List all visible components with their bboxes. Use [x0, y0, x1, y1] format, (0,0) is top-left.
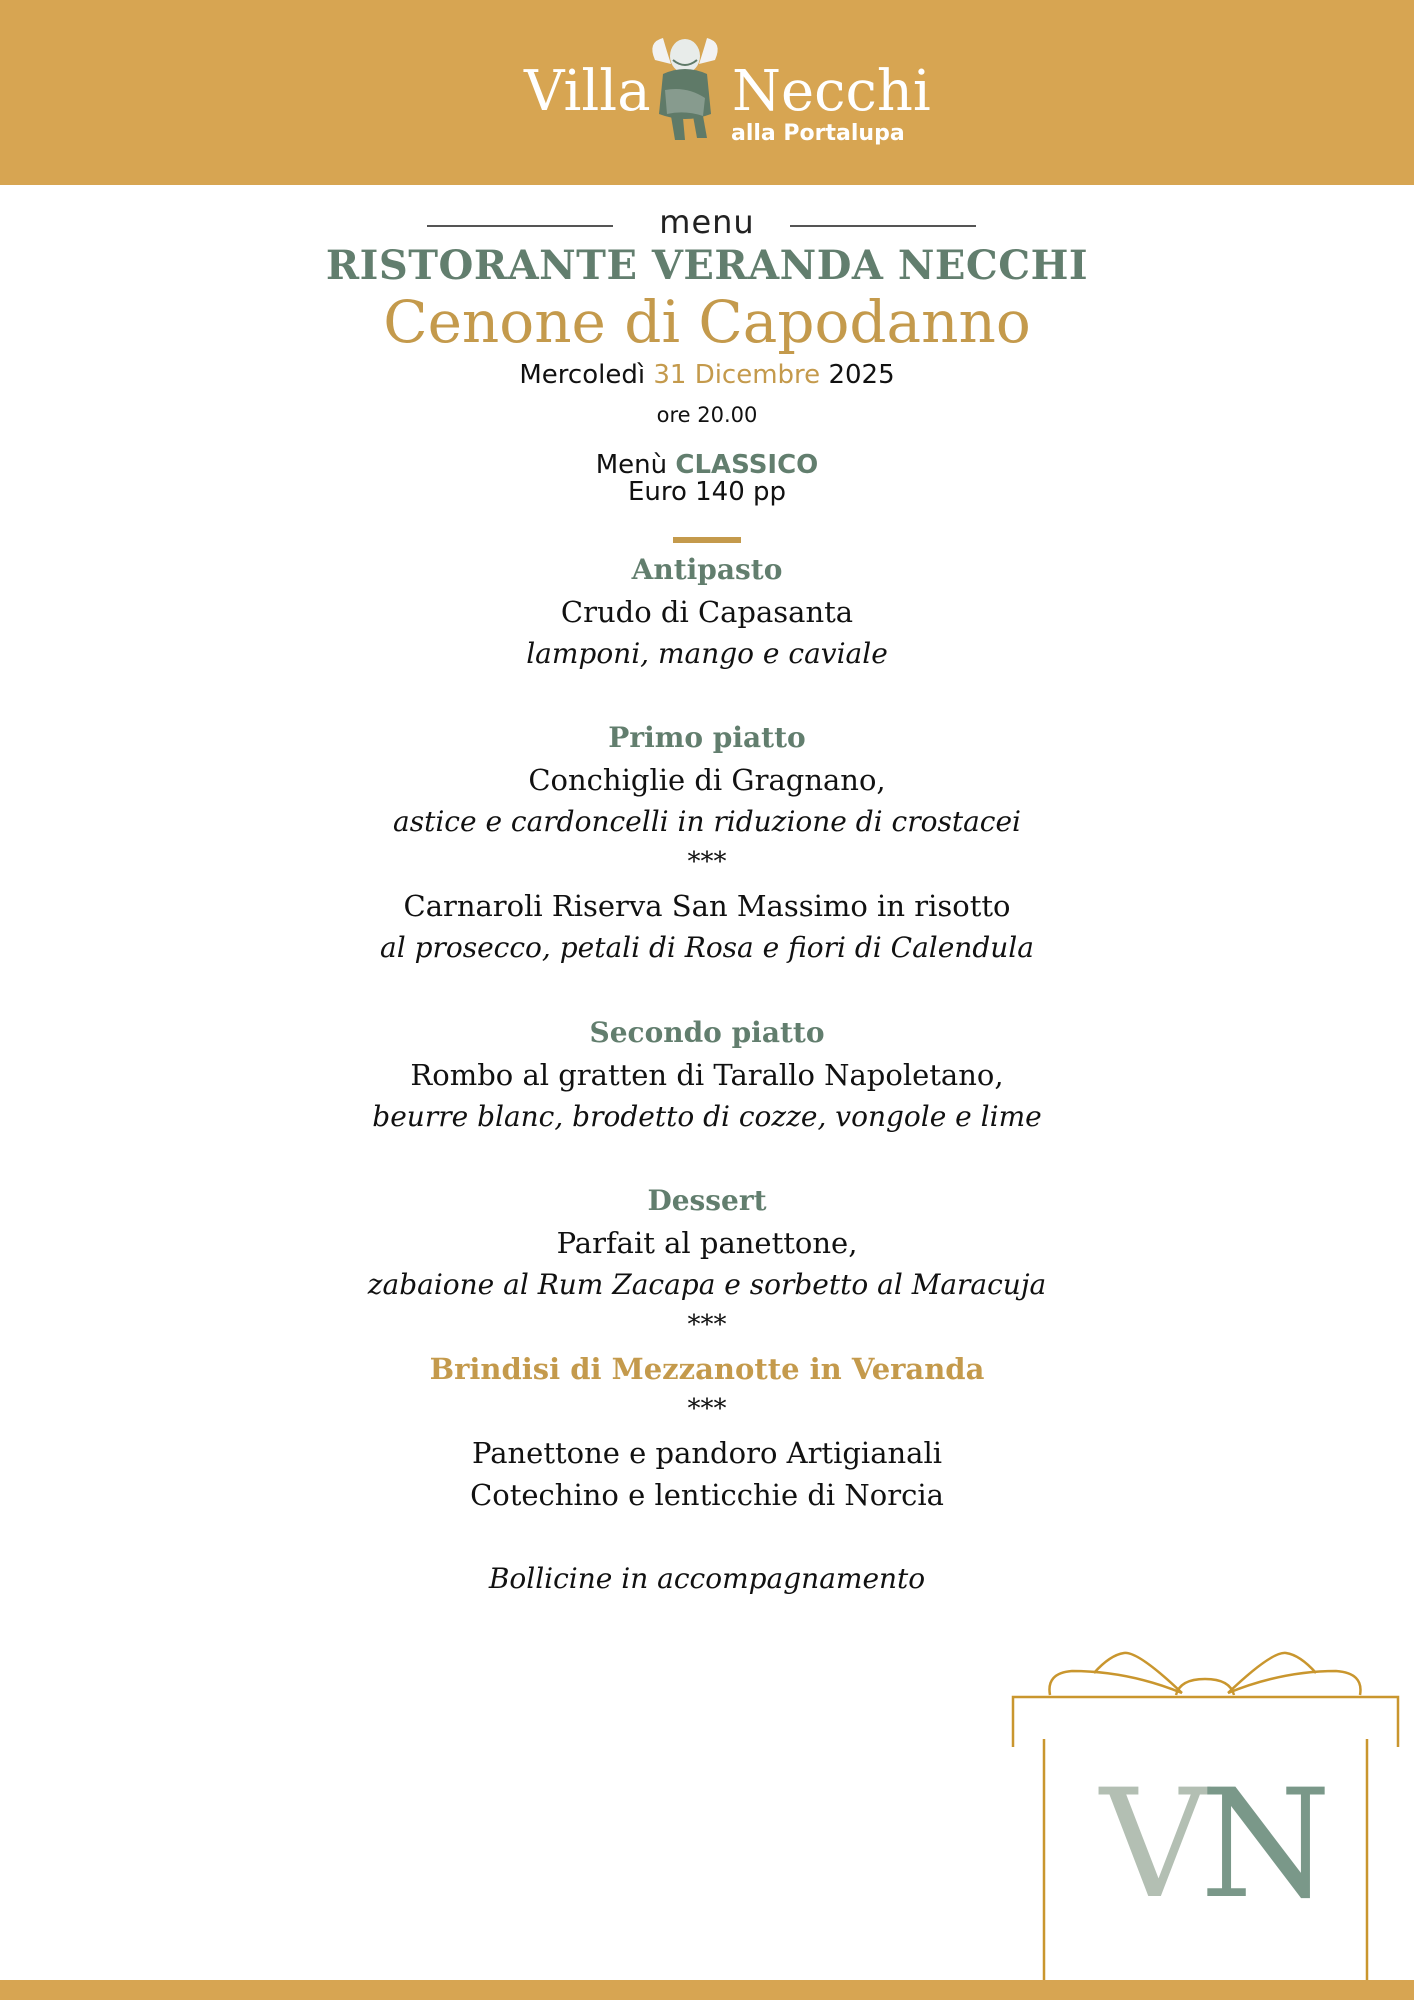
course-title-secondo: Secondo piatto	[589, 1016, 825, 1049]
restaurant-name: RISTORANTE VERANDA NECCHI	[325, 242, 1089, 289]
dish-dessert: Parfait al panettone,	[556, 1226, 858, 1260]
dish-desc-antipasto: lamponi, mango e caviale	[526, 637, 888, 670]
drinks-note: Bollicine in accompagnamento	[488, 1562, 926, 1595]
menu-type-name: CLASSICO	[675, 450, 819, 480]
separator-midnight: ***	[687, 1394, 727, 1424]
event-time: ore 20.00	[656, 403, 758, 427]
dish-antipasto: Crudo di Capasanta	[560, 595, 854, 629]
villa-necchi-logo	[0, 0, 1414, 185]
dish-desc-secondo: beurre blanc, brodetto di cozze, vongole e lime	[372, 1100, 1042, 1133]
date-year: 2025	[828, 360, 895, 390]
date-day-month: 31 Dicembre	[653, 360, 821, 390]
menu-heading: menu	[659, 203, 755, 241]
footer-band	[0, 1980, 1414, 2000]
menu-type	[0, 450, 1414, 480]
course-title-antipasto: Antipasto	[631, 553, 783, 586]
logo-word-villa: Villa	[524, 59, 651, 124]
date-weekday: Mercoledì	[519, 360, 646, 390]
dish-desc-primo-2: al prosecco, petali di Rosa e fiori di Calendula	[380, 931, 1034, 964]
cherub-statue-icon	[645, 30, 725, 146]
midnight-toast: Brindisi di Mezzanotte in Veranda	[429, 1352, 985, 1386]
logo-word-necchi: Necchi	[732, 59, 931, 124]
monogram-n: N	[1200, 1758, 1332, 1932]
dish-desc-dessert: zabaione al Rum Zacapa e sorbetto al Maracuja	[367, 1268, 1047, 1301]
midnight-item-panettone: Panettone e pandoro Artigianali	[471, 1436, 943, 1470]
logo-subtitle: alla Portalupa	[731, 121, 905, 146]
menu-type-prefix: Menù	[595, 450, 668, 480]
event-title: Cenone di Capodanno	[383, 288, 1031, 356]
course-title-dessert: Dessert	[647, 1184, 767, 1217]
dish-desc-primo-1: astice e cardoncelli in riduzione di crostacei	[393, 805, 1021, 838]
dish-primo-1: Conchiglie di Gragnano,	[528, 763, 886, 797]
midnight-item-cotechino: Cotechino e lenticchie di Norcia	[470, 1478, 944, 1512]
monogram-v: V	[1100, 1758, 1209, 1932]
separator-dessert: ***	[687, 1310, 727, 1340]
dish-primo-2: Carnaroli Riserva San Massimo in risotto	[403, 889, 1011, 923]
event-date	[0, 360, 1414, 390]
menu-price: Euro 140 pp	[627, 477, 787, 507]
gold-divider	[673, 537, 741, 543]
separator-primo: ***	[687, 847, 727, 877]
dish-secondo: Rombo al gratten di Tarallo Napoletano,	[410, 1058, 1004, 1092]
course-title-primo: Primo piatto	[608, 721, 806, 754]
